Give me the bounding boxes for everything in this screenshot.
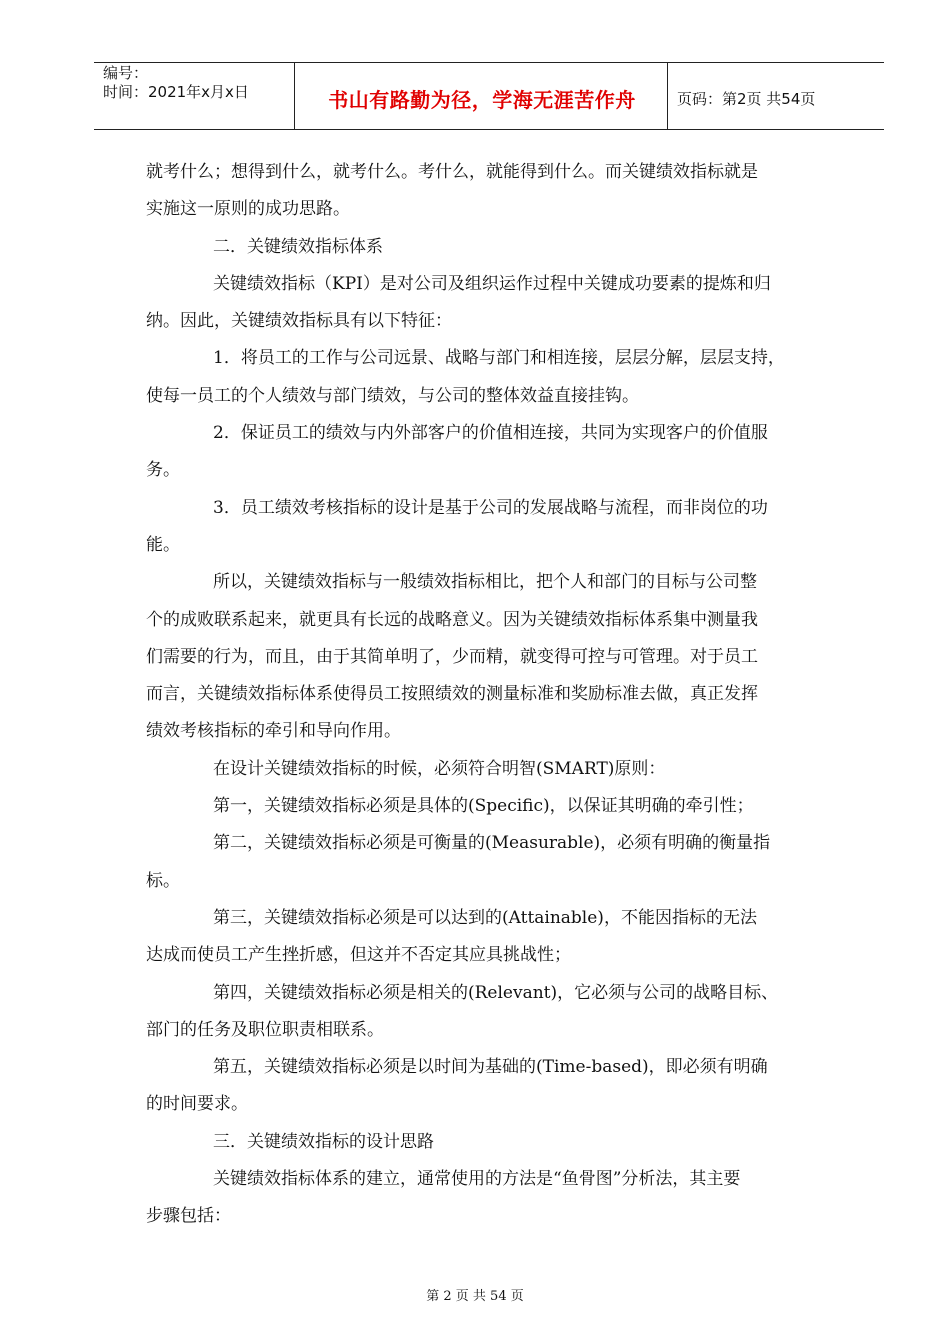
- footer-page-number: 第 2 页 共 54 页: [426, 1289, 524, 1304]
- document-body: [146, 154, 836, 1236]
- body-line: 务。: [146, 460, 180, 481]
- body-line: 绩效考核指标的牵引和导向作用。: [146, 721, 401, 742]
- body-line: 纳。因此，关键绩效指标具有以下特征：: [146, 311, 452, 332]
- body-line: 能。: [146, 534, 180, 555]
- list-item: 第三，关键绩效指标必须是可以达到的(Attainable)，不能因指标的无法: [213, 907, 757, 928]
- header-meta: [103, 64, 249, 102]
- body-line: 使每一员工的个人绩效与部门绩效，与公司的整体效益直接挂钩。: [146, 385, 639, 406]
- list-item: 3．员工绩效考核指标的设计是基于公司的发展战略与流程，而非岗位的功: [213, 497, 768, 518]
- body-line: 关键绩效指标（KPI）是对公司及组织运作过程中关键成功要素的提炼和归: [213, 273, 771, 294]
- body-line: 们需要的行为，而且，由于其简单明了，少而精，就变得可控与可管理。对于员工: [146, 646, 758, 667]
- body-line: 而言，关键绩效指标体系使得员工按照绩效的测量标准和奖励标准去做，真正发挥: [146, 684, 758, 705]
- header-motto: 书山有路勤为径，学海无涯苦作舟: [328, 88, 636, 112]
- list-item: 2．保证员工的绩效与内外部客户的价值相连接，共同为实现客户的价值服: [213, 423, 768, 444]
- page-footer: [0, 1285, 950, 1304]
- list-item: 第五，关键绩效指标必须是以时间为基础的(Time-based)，即必须有明确: [213, 1057, 768, 1078]
- body-line: 所以，关键绩效指标与一般绩效指标相比，把个人和部门的目标与公司整: [213, 572, 757, 593]
- body-line: 步骤包括：: [146, 1206, 231, 1227]
- time-label: 时间：2021年x月x日: [103, 83, 249, 101]
- section-heading: 三．关键绩效指标的设计思路: [213, 1131, 434, 1152]
- section-heading: 二．关键绩效指标体系: [213, 236, 383, 257]
- list-item: 第二，关键绩效指标必须是可衡量的(Measurable)，必须有明确的衡量指: [213, 833, 771, 854]
- body-line: 个的成败联系起来，就更具有长远的战略意义。因为关键绩效指标体系集中测量我: [146, 609, 758, 630]
- header-top-rule: [94, 62, 884, 63]
- body-line: 标。: [146, 870, 180, 891]
- header-bottom-rule: [94, 129, 884, 130]
- list-item: 第四，关键绩效指标必须是相关的(Relevant)，它必须与公司的战略目标、: [213, 982, 779, 1003]
- list-item: 1．将员工的工作与公司远景、战略与部门和相连接，层层分解，层层支持，: [213, 348, 785, 369]
- body-line: 实施这一原则的成功思路。: [146, 199, 350, 220]
- body-line: 就考什么；想得到什么，就考什么。考什么，就能得到什么。而关键绩效指标就是: [146, 162, 758, 182]
- header-page-info: 页码：第2页 共54页: [677, 90, 816, 108]
- body-line: 在设计关键绩效指标的时候，必须符合明智(SMART)原则：: [213, 758, 666, 779]
- body-line: 的时间要求。: [146, 1094, 248, 1115]
- header-divider-left: [294, 62, 295, 130]
- body-line: 部门的任务及职位职责相联系。: [146, 1019, 384, 1040]
- body-line: 关键绩效指标体系的建立，通常使用的方法是“鱼骨图”分析法，其主要: [213, 1169, 741, 1190]
- body-line: 达成而使员工产生挫折感，但这并不否定其应具挑战性；: [146, 945, 571, 966]
- number-label: 编号：: [103, 64, 149, 82]
- list-item: 第一，关键绩效指标必须是具体的(Specific)，以保证其明确的牵引性；: [213, 796, 754, 817]
